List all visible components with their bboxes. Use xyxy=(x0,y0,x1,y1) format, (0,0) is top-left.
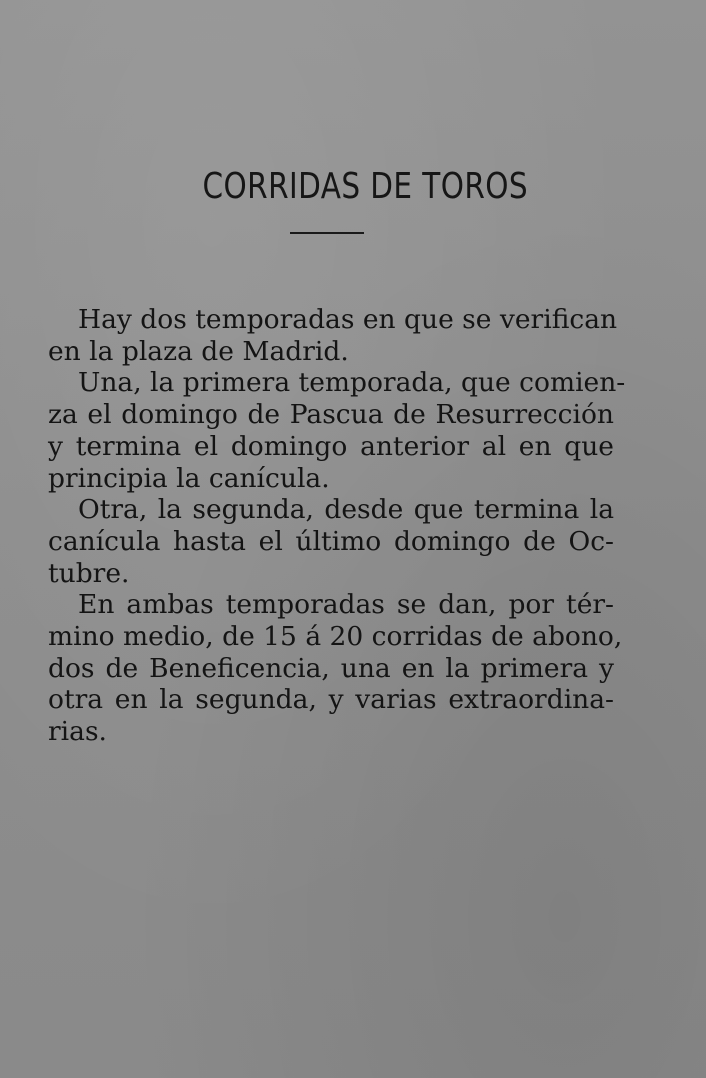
text-line: En ambas temporadas se dan, por tér- xyxy=(78,589,614,621)
text-line: canícula hasta el último domingo de Oc- xyxy=(48,525,614,557)
text-line: Una, la primera temporada, que comien- xyxy=(78,367,626,399)
page-title: CORRIDAS DE TOROS xyxy=(202,166,529,207)
paragraph xyxy=(48,304,618,367)
text-line: y termina el domingo anterior al en que xyxy=(48,430,614,462)
text-line: mino medio, de 15 á 20 corridas de abono, xyxy=(48,621,623,653)
paragraph xyxy=(48,494,614,589)
paragraph xyxy=(48,367,626,494)
text-line: Otra, la segunda, desde que termina la xyxy=(78,494,614,526)
text-line: za el domingo de Pascua de Resurrección xyxy=(48,399,614,431)
text-line: otra en la segunda, y varias extraordina- xyxy=(48,684,614,716)
text-line: dos de Beneficencia, una en la primera y xyxy=(48,652,614,684)
text-line: principia la canícula. xyxy=(48,462,330,494)
title-divider xyxy=(290,232,364,234)
text-line: tubre. xyxy=(48,557,130,589)
text-line: Hay dos temporadas en que se verifican xyxy=(78,304,618,335)
text-line: rias. xyxy=(48,716,107,748)
text-line: en la plaza de Madrid. xyxy=(48,335,349,367)
body-text xyxy=(48,304,626,748)
paragraph xyxy=(48,589,623,748)
